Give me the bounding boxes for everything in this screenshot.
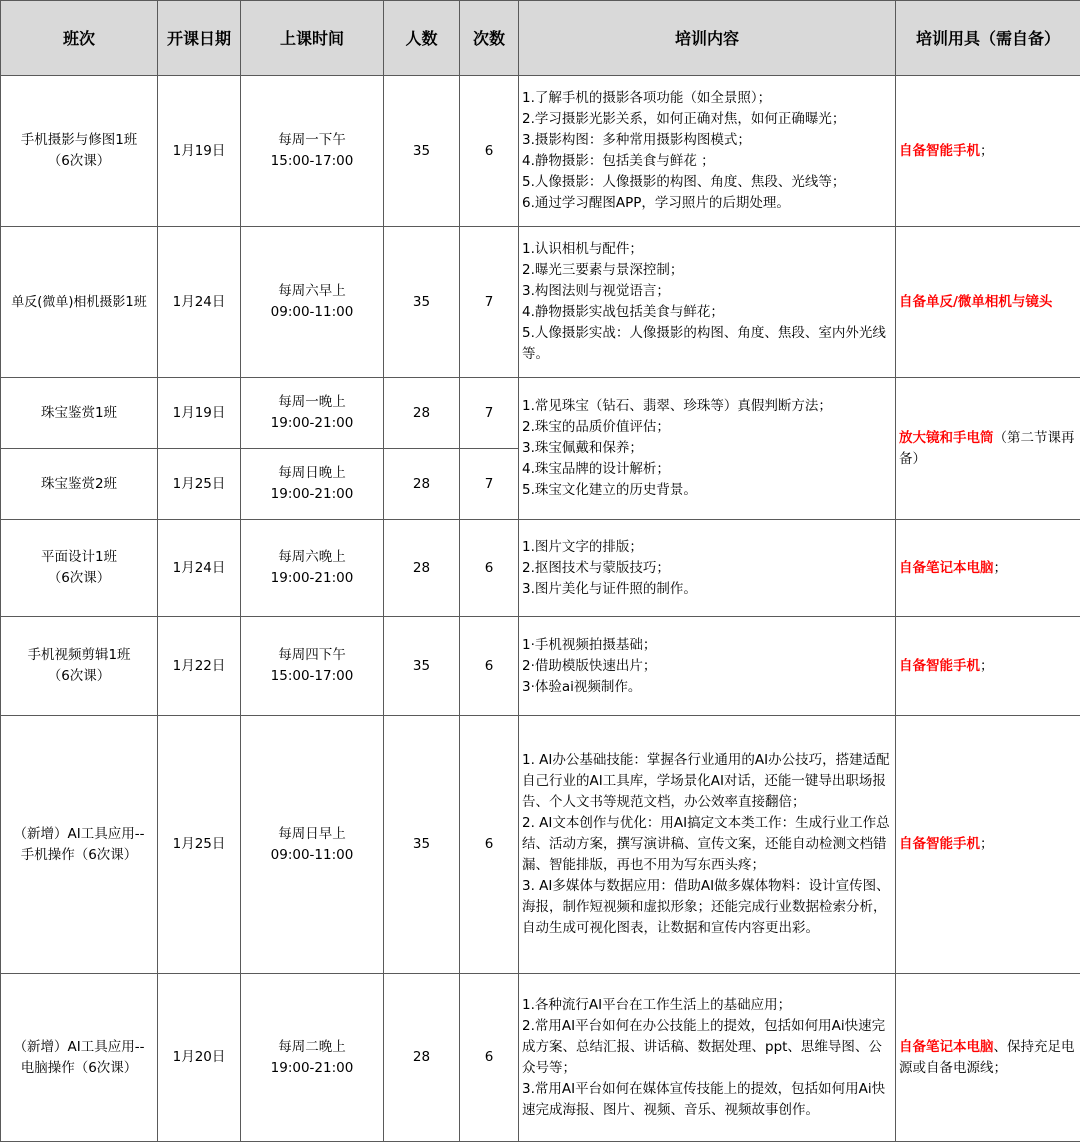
time-cell: [241, 520, 384, 617]
class-note: （6次课）: [47, 153, 111, 169]
content-line: 1.了解手机的摄影各项功能（如全景照）；: [522, 90, 772, 106]
time-cell: [241, 76, 384, 227]
class-cell: [1, 974, 158, 1142]
class-cell: [1, 76, 158, 227]
count-cell: 28: [384, 974, 460, 1142]
time-range: 15:00-17:00: [270, 153, 354, 169]
tools-required: 自备笔记本电脑: [899, 559, 994, 576]
content-line: 3·体验ai视频制作。: [522, 678, 642, 695]
class-note: 手机操作（6次课）: [20, 846, 138, 863]
date-cell: 1月19日: [158, 76, 241, 227]
content-line: 1.各种流行AI平台在工作生活上的基础应用；: [522, 996, 792, 1013]
time-day: 每周一晚上: [278, 394, 346, 410]
content-line: 3.构图法则与视觉语言；: [522, 283, 670, 299]
header-row: [1, 1, 1080, 76]
tools-cell: [896, 617, 1080, 716]
time-day: 每周六早上: [278, 283, 346, 299]
date-cell: 1月25日: [158, 716, 241, 974]
time-cell: [241, 617, 384, 716]
content-line: 1.常见珠宝（钻石、翡翠、珍珠等）真假判断方法；: [522, 398, 832, 414]
header-count: 人数: [384, 1, 460, 76]
class-name: 珠宝鉴赏2班: [40, 475, 118, 492]
content-line: 2·借助模版快速出片；: [522, 657, 657, 674]
time-day: 每周一下午: [278, 132, 346, 148]
time-range: 15:00-17:00: [270, 668, 354, 684]
content-cell: [519, 378, 896, 520]
date-cell: 1月24日: [158, 227, 241, 378]
count-cell: 35: [384, 716, 460, 974]
content-line: 2.常用AI平台如何在办公技能上的提效，包括如何用Ai快速完成方案、总结汇报、讲话稿、数据处理、ppt、思维导图、公众号等；: [522, 1017, 886, 1076]
time-range: 09:00-11:00: [270, 304, 354, 320]
class-name: 手机视频剪辑1班: [27, 647, 131, 663]
class-cell: [1, 617, 158, 716]
class-cell: [1, 449, 158, 520]
sessions-cell: 7: [460, 227, 519, 378]
count-cell: 35: [384, 227, 460, 378]
header-class: 班次: [1, 1, 158, 76]
content-line: 3.图片美化与证件照的制作。: [522, 580, 697, 597]
class-note: 电脑操作（6次课）: [20, 1059, 138, 1076]
time-cell: [241, 227, 384, 378]
tools-cell: [896, 227, 1080, 378]
class-cell: [1, 227, 158, 378]
tools-required: 自备智能手机: [899, 142, 980, 159]
class-cell: [1, 378, 158, 449]
class-name: 平面设计1班: [40, 549, 118, 565]
tools-required: 放大镜和手电筒: [899, 429, 994, 446]
tools-note: （第二节课再备）: [899, 429, 1075, 467]
content-line: 2.珠宝的品质价值评估；: [522, 419, 670, 435]
header-sessions: 次数: [460, 1, 519, 76]
tools-required: 自备智能手机: [899, 836, 980, 852]
time-range: 19:00-21:00: [270, 415, 354, 431]
content-line: 5.珠宝文化建立的历史背景。: [522, 482, 697, 498]
sessions-cell: 6: [460, 974, 519, 1142]
class-name: （新增）AI工具应用--: [13, 825, 145, 842]
table-row: [1, 76, 1080, 227]
content-line: 3.珠宝佩戴和保养；: [522, 440, 643, 456]
tools-cell: [896, 76, 1080, 227]
time-cell: [241, 974, 384, 1142]
table-row: [1, 227, 1080, 378]
sessions-cell: 6: [460, 617, 519, 716]
content-line: 3.常用AI平台如何在媒体宣传技能上的提效，包括如何用Ai快速完成海报、图片、视频、音乐、视频故事创作。: [522, 1080, 886, 1118]
content-line: 5.人像摄影：人像摄影的构图、角度、焦段、光线等；: [522, 174, 846, 190]
class-cell: [1, 520, 158, 617]
tools-required: 自备单反/微单相机与镜头: [899, 293, 1053, 310]
time-day: 每周六晚上: [278, 549, 346, 565]
tools-note: ；: [993, 559, 1007, 576]
date-cell: 1月25日: [158, 449, 241, 520]
tools-note: 、保持充足电源或自备电源线；: [899, 1038, 1075, 1076]
class-name: 手机摄影与修图1班: [20, 132, 138, 148]
time-day: 每周日晚上: [278, 465, 346, 481]
class-note: （6次课）: [47, 570, 111, 586]
sessions-cell: 7: [460, 378, 519, 449]
tools-cell: [896, 378, 1080, 520]
content-line: 1.认识相机与配件；: [522, 241, 643, 257]
time-day: 每周二晚上: [278, 1038, 346, 1055]
content-cell: [519, 617, 896, 716]
header-time: 上课时间: [241, 1, 384, 76]
tools-cell: [896, 716, 1080, 974]
time-range: 09:00-11:00: [270, 846, 354, 863]
header-start-date: 开课日期: [158, 1, 241, 76]
tools-required: 自备智能手机: [899, 657, 980, 674]
content-line: 6.通过学习醒图APP，学习照片的后期处理。: [522, 195, 790, 211]
content-line: 4.静物摄影：包括美食与鲜花 ；: [522, 153, 715, 169]
sessions-cell: 7: [460, 449, 519, 520]
sessions-cell: 6: [460, 76, 519, 227]
content-line: 3. AI多媒体与数据应用：借助AI做多媒体物料：设计宣传图、海报，制作短视频和虚拟形象；还能完成行业数据检索分析，自动生成可视化图表，让数据和宣传内容更出彩。: [522, 878, 890, 936]
header-tools: 培训用具（需自备）: [896, 1, 1080, 76]
tools-required: 自备笔记本电脑: [899, 1038, 994, 1055]
date-cell: 1月24日: [158, 520, 241, 617]
content-line: 2. AI文本创作与优化：用AI搞定文本类工作：生成行业工作总结、活动方案，撰写演讲稿、宣传文案，还能自动检测文档错漏、智能排版，再也不用为写东西头疼；: [522, 815, 890, 873]
date-cell: 1月22日: [158, 617, 241, 716]
content-line: 1. AI办公基础技能：掌握各行业通用的AI办公技巧，搭建适配自己行业的AI工具库，学场景化AI对话，还能一键导出职场报告、个人文书等规范文档，办公效率直接翻倍；: [522, 752, 890, 810]
count-cell: 35: [384, 617, 460, 716]
count-cell: 28: [384, 520, 460, 617]
tools-note: ；: [980, 657, 994, 674]
content-line: 2.曝光三要素与景深控制；: [522, 262, 684, 278]
content-line: 4.珠宝品牌的设计解析；: [522, 461, 670, 477]
time-cell: [241, 378, 384, 449]
time-range: 19:00-21:00: [270, 1059, 354, 1076]
content-line: 5.人像摄影实战：人像摄影的构图、角度、焦段、室内外光线等。: [522, 325, 886, 362]
time-cell: [241, 716, 384, 974]
content-line: 2.学习摄影光影关系，如何正确对焦，如何正确曝光；: [522, 111, 846, 127]
time-range: 19:00-21:00: [270, 486, 354, 502]
class-name: （新增）AI工具应用--: [13, 1038, 145, 1055]
content-line: 2.抠图技术与蒙版技巧；: [522, 559, 670, 576]
content-cell: [519, 227, 896, 378]
table-row: [1, 520, 1080, 617]
tools-note: ；: [980, 836, 994, 852]
table-row: [1, 617, 1080, 716]
content-cell: [519, 716, 896, 974]
table-row: [1, 716, 1080, 974]
class-name: 珠宝鉴赏1班: [40, 404, 118, 421]
content-line: 4.静物摄影实战包括美食与鲜花；: [522, 304, 724, 320]
header-content: 培训内容: [519, 1, 896, 76]
content-line: 1·手机视频拍摄基础；: [522, 636, 657, 653]
time-cell: [241, 449, 384, 520]
tools-cell: [896, 520, 1080, 617]
time-day: 每周日早上: [278, 825, 346, 842]
tools-note: ；: [980, 142, 994, 159]
time-range: 19:00-21:00: [270, 570, 354, 586]
table-row: [1, 974, 1080, 1142]
count-cell: 28: [384, 449, 460, 520]
sessions-cell: 6: [460, 520, 519, 617]
content-cell: [519, 76, 896, 227]
count-cell: 28: [384, 378, 460, 449]
date-cell: 1月20日: [158, 974, 241, 1142]
date-cell: 1月19日: [158, 378, 241, 449]
class-name: 单反(微单)相机摄影1班: [11, 294, 147, 310]
time-day: 每周四下午: [278, 647, 346, 663]
tools-cell: [896, 974, 1080, 1142]
content-cell: [519, 974, 896, 1142]
table-row: [1, 378, 1080, 449]
content-line: 3.摄影构图：多种常用摄影构图模式；: [522, 132, 751, 148]
class-note: （6次课）: [47, 668, 111, 684]
class-cell: [1, 716, 158, 974]
count-cell: 35: [384, 76, 460, 227]
content-cell: [519, 520, 896, 617]
sessions-cell: 6: [460, 716, 519, 974]
content-line: 1.图片文字的排版；: [522, 538, 643, 555]
